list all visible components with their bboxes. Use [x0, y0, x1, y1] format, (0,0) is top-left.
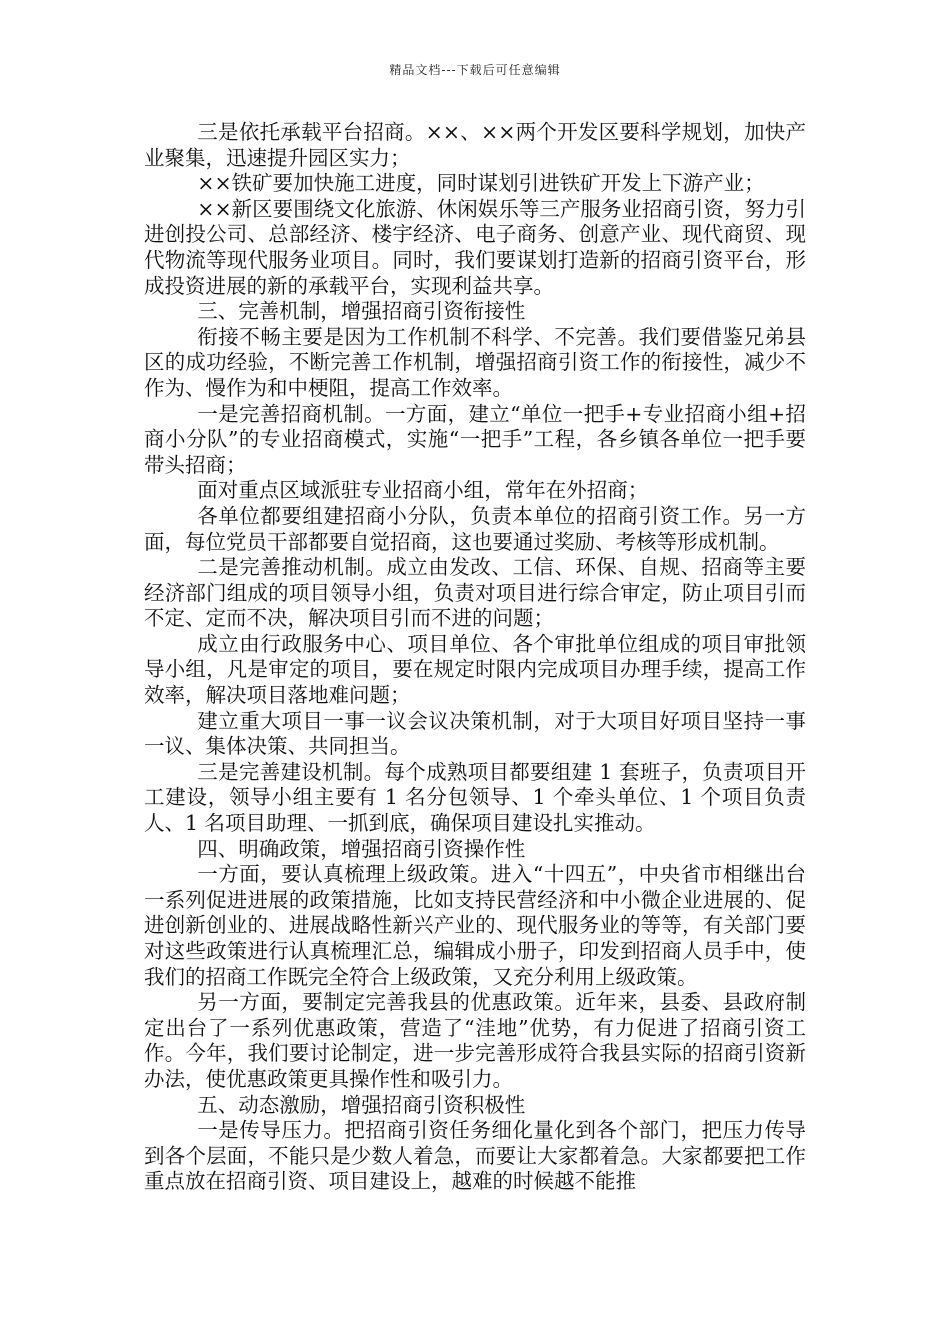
paragraph: 三是完善建设机制。每个成熟项目都要组建 1 套班子，负责项目开工建设，领导小组主要有 1 名分包领导、1 个牵头单位、1 个项目负责人、1 名项目助理、一抓到底，确保项目建设扎实推动。: [144, 759, 806, 836]
paragraph: 面对重点区域派驻专业招商小组，常年在外招商；: [197, 478, 649, 503]
section-heading: 三、完善机制，增强招商引资衔接性: [197, 299, 526, 324]
paragraph: 一方面，要认真梳理上级政策。进入“十四五”，中央省市相继出台一系列促进进展的政策措施，比如支持民营经济和中小微企业进展的、促进创新创业的、进展战略性新兴产业的、现代服务业的等等，有关部门要对这些政策进行认真梳理汇总，编辑成小册子，印发到招商人员手中，使我们的招商工作既完全符合上级政策，又充分利用上级政策。: [144, 862, 806, 989]
paragraph: ××铁矿要加快施工进度，同时谋划引进铁矿开发上下游产业；: [197, 171, 765, 196]
paragraph: 二是完善推动机制。成立由发改、工信、环保、自规、招商等主要经济部门组成的项目领导小组，负责对项目进行综合审定，防止项目引而不定、定而不决，解决项目引而不进的问题；: [144, 555, 806, 631]
section-heading: 四、明确政策，增强招商引资操作性: [197, 836, 526, 861]
paragraph: 各单位都要组建招商小分队，负责本单位的招商引资工作。另一方面，每位党员干部都要自觉招商，这也要通过奖励、考核等形成机制。: [144, 503, 806, 554]
paragraph: 一是传导压力。把招商引资任务细化量化到各个部门，把压力传导到各个层面，不能只是少数人着急，而要让大家都着急。大家都要把工作重点放在招商引资、项目建设上，越难的时候越不能推: [144, 1118, 806, 1194]
paragraph: 建立重大项目一事一议会议决策机制，对于大项目好项目坚持一事一议、集体决策、共同担当。: [144, 708, 806, 759]
section-heading: 五、动态激励，增强招商引资积极性: [197, 1092, 526, 1117]
paragraph: 三是依托承载平台招商。××、××两个开发区要科学规划，加快产业聚集，迅速提升园区实力；: [144, 120, 806, 170]
paragraph: 成立由行政服务中心、项目单位、各个审批单位组成的项目审批领导小组，凡是审定的项目，要在规定时限内完成项目办理手续，提高工作效率，解决项目落地难问题；: [144, 631, 806, 708]
paragraph: 另一方面，要制定完善我县的优惠政策。近年来，县委、县政府制定出台了一系列优惠政策，营造了“洼地”优势，有力促进了招商引资工作。今年，我们要讨论制定，进一步完善形成符合我县实际的招商引资新办法，使优惠政策更具操作性和吸引力。: [144, 990, 806, 1091]
document-body: [144, 120, 806, 1195]
paragraph: ××新区要围绕文化旅游、休闲娱乐等三产服务业招商引资，努力引进创投公司、总部经济、楼宇经济、电子商务、创意产业、现代商贸、现代物流等现代服务业项目。同时，我们要谋划打造新的招商引资平台，形成投资进展的新的承载平台，实现利益共享。: [144, 196, 806, 298]
paragraph: 一是完善招商机制。一方面，建立“单位一把手+专业招商小组+招商小分队”的专业招商模式，实施“一把手”工程，各乡镇各单位一把手要带头招商；: [144, 401, 806, 477]
page-header: 精品文档---下载后可任意编辑: [389, 63, 561, 77]
paragraph: 衔接不畅主要是因为工作机制不科学、不完善。我们要借鉴兄弟县区的成功经验，不断完善工作机制，增强招商引资工作的衔接性，减少不作为、慢作为和中梗阻，提高工作效率。: [144, 324, 806, 400]
